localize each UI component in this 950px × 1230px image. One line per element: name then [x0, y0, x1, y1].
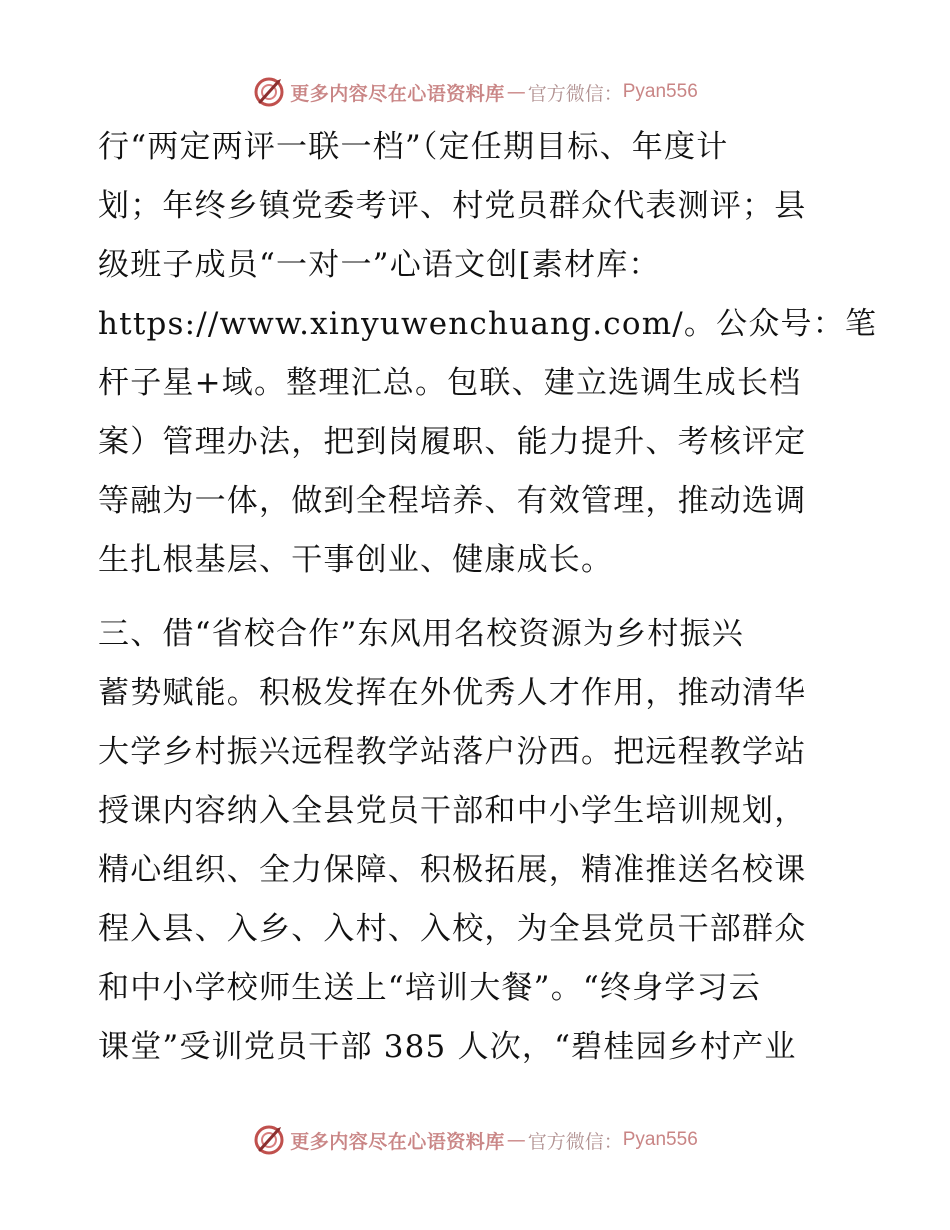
body-line: 案）管理办法，把到岗履职、能力提升、考核评定 — [98, 424, 807, 460]
body-line: 程入县、入乡、入村、入校，为全县党员干部群众 — [98, 911, 807, 947]
watermark-contact: Pyan556 — [622, 81, 698, 102]
watermark-contact-label: 官方微信： — [527, 82, 623, 105]
section-heading-line: 三、借“省校合作”东风用名校资源为乡村振兴 — [98, 616, 744, 652]
body-line: 大学乡村振兴远程教学站落户汾西。把远程教学站 — [98, 734, 807, 770]
body-line: 等融为一体，做到全程培养、有效管理，推动选调 — [98, 483, 807, 519]
body-line: 行“两定两评一联一档”（定任期目标、年度计 — [98, 129, 729, 165]
watermark-contact: Pyan556 — [622, 1129, 698, 1150]
body-line: 杆子星+域。整理汇总。包联、建立选调生成长档 — [98, 365, 802, 401]
body-line: 授课内容纳入全县党员干部和中小学生培训规划， — [98, 793, 807, 829]
body-line: 级班子成员“一对一”心语文创[素材库： — [98, 247, 661, 283]
body-line: 生扎根基层、干事创业、健康成长。 — [98, 542, 614, 578]
body-line: 划；年终乡镇党委考评、村党员群众代表测评；县 — [98, 188, 807, 224]
brand-logo-icon — [252, 75, 286, 109]
watermark-text: 更多内容尽在心语资料库 — [290, 1130, 505, 1153]
header-watermark — [0, 72, 950, 112]
brand-logo-icon — [252, 1123, 286, 1157]
watermark-text: 更多内容尽在心语资料库 — [290, 82, 505, 105]
watermark-contact-label: 官方微信： — [527, 1130, 623, 1153]
body-line: 和中小学校师生送上“培训大餐”。“终身学习云 — [98, 970, 761, 1006]
document-body — [98, 118, 878, 1077]
body-line: 课堂”受训党员干部 385 人次，“碧桂园乡村产业 — [98, 1029, 797, 1065]
footer-watermark — [0, 1120, 950, 1160]
body-line: 蓄势赋能。积极发挥在外优秀人才作用，推动清华 — [98, 675, 807, 711]
watermark-dash: — — [506, 81, 526, 103]
watermark-dash: — — [506, 1129, 526, 1151]
body-line: https://www.xinyuwenchuang.com/。公众号：笔 — [98, 306, 878, 342]
body-line: 精心组织、全力保障、积极拓展，精准推送名校课 — [98, 852, 807, 888]
paragraph-gap — [98, 590, 858, 605]
